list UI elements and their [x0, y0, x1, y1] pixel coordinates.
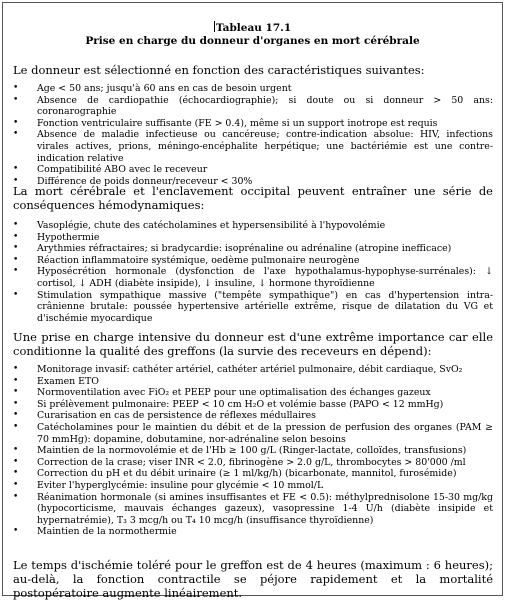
- list-item: • Stimulation sympathique massive ("tempête sympathique") en cas d'hypertension intra-crânienne brutale: poussée hypertensive artérielle extrême, risque de dilatation du VG et d'ischémie myocardique: [13, 290, 493, 325]
- list-item: • Maintien de la normovolémie et de l'Hb ≥ 100 g/L (Ringer-lactate, colloïdes, transfusions): [13, 445, 493, 457]
- list-item: • Maintien de la normothermie: [13, 526, 493, 538]
- list-item: • Curarisation en cas de persistence de réflexes médullaires: [13, 410, 493, 422]
- list-item: • Eviter l'hyperglycémie: insuline pour glycémie < 10 mmol/L: [13, 480, 493, 492]
- section-consequences: [13, 184, 493, 324]
- list-item: • Hypothermie: [13, 232, 493, 244]
- section-footer: [13, 558, 493, 600]
- consequences-list: [13, 220, 493, 324]
- list-item: • Absence de cardiopathie (échocardiographie); si doute ou si donneur > 50 ans: coronarographie: [13, 95, 493, 118]
- list-item: • Hyposécrétion hormonale (dysfonction de l'axe hypothalamus-hypophyse-surrénales): ↓ cortisol, ↓ ADH (diabète insipide), ↓ insuline, ↓ hormone thyroïdienne: [13, 266, 493, 289]
- section-intro: Une prise en charge intensive du donneur est d'une extrême importance car elle conditionne la qualité des greffons (la survie des receveurs en dépend):: [13, 330, 493, 358]
- list-item: • Catécholamines pour le maintien du débit et de la pression de perfusion des organes (PAM ≥ 70 mmHg): dopamine, dobutamine, nor-adrénaline selon besoins: [13, 422, 493, 445]
- list-item: • Absence de maladie infectieuse ou cancéreuse; contre-indication absolue: HIV, infections virales actives, prions, méningo-encéphalite herpétique; une bactériémie est une contre-indication relative: [13, 129, 493, 164]
- list-item: • Réanimation hormonale (si amines insuffisantes et FE < 0.5): méthylprednisolone 15-30 mg/kg (hypocorticisme, mauvais échanges gazeux), vasopressine 1-4 U/h (diabète insipide et hypernatrémie), T₃ 3 mcg/h ou T₄ 10 mcg/h (insuffisance thyroïdienne): [13, 492, 493, 527]
- list-item: • Examen ETO: [13, 376, 493, 388]
- list-item: • Correction de la crase; viser INR < 2.0, fibrinogène > 2.0 g/L, thrombocytes > 80'000 /ml: [13, 457, 493, 469]
- list-item: • Fonction ventriculaire suffisante (FE > 0.4), même si un support inotrope est requis: [13, 118, 493, 130]
- list-item: • Si prélèvement pulmonaire: PEEP < 10 cm H₂O et volémie basse (PAPO < 12 mmHg): [13, 399, 493, 411]
- footer-note: Le temps d'ischémie toléré pour le greffon est de 4 heures (maximum : 6 heures); au-delà, la fonction contractile se péjore rapidement et la mortalité postopératoire augmente linéairement.: [13, 558, 493, 600]
- list-item: • Normoventilation avec FiO₂ et PEEP pour une optimalisation des échanges gazeux: [13, 387, 493, 399]
- selection-list: [13, 83, 493, 187]
- management-list: [13, 364, 493, 538]
- list-item: • Réaction inflammatoire systémique, oedème pulmonaire neurogène: [13, 255, 493, 267]
- list-item: • Age < 50 ans; jusqu'à 60 ans en cas de besoin urgent: [13, 83, 493, 95]
- list-item: • Différence de poids donneur/receveur < 30%: [13, 176, 493, 188]
- section-management: [13, 330, 493, 538]
- table-label: Tableau 17.1: [215, 22, 292, 34]
- list-item: • Arythmies réfractaires; si bradycardie: isoprénaline ou adrénaline (atropine inefficace): [13, 243, 493, 255]
- table-frame: [2, 2, 503, 600]
- section-intro: Le donneur est sélectionné en fonction des caractéristiques suivantes:: [13, 63, 425, 77]
- table-title: Prise en charge du donneur d'organes en mort cérébrale: [85, 35, 420, 47]
- title-block: [3, 21, 502, 48]
- section-intro: La mort cérébrale et l'enclavement occipital peuvent entraîner une série de conséquences hémodynamiques:: [13, 184, 493, 212]
- list-item: • Compatibilité ABO avec le receveur: [13, 164, 493, 176]
- list-item: • Correction du pH et du débit urinaire (≥ 1 ml/kg/h) (bicarbonate, mannitol, furosémide): [13, 468, 493, 480]
- list-item: • Vasoplégie, chute des catécholamines et hypersensibilité à l'hypovolémie: [13, 220, 493, 232]
- text-cursor: [214, 21, 215, 32]
- list-item: • Monitorage invasif: cathéter artériel, cathéter artériel pulmonaire, débit cardiaque, SvO₂: [13, 364, 493, 376]
- section-selection: [13, 63, 493, 187]
- table-number: [3, 21, 502, 35]
